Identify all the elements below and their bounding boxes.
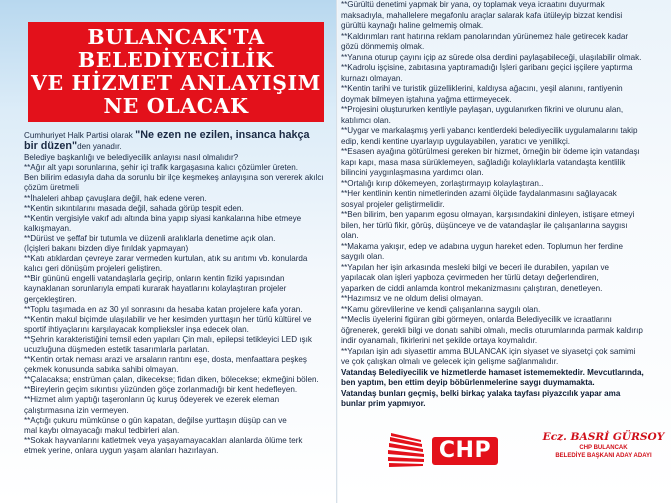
text-line: **Dürüst ve şeffaf bir tutumla ve düzenli aralıklarla denetime açık olan. — [24, 233, 276, 243]
text-line: **Kamu görevlilerine ve kendi çalışanlarına saygılı olan. — [341, 304, 541, 314]
text-line: **Sokak hayvanlarını katletmek veya yaşayamayacakları alanlarda ölüme terk — [24, 435, 303, 445]
text-line: gözü dönmemiş olmak. — [341, 42, 425, 51]
text-line: ucuzluğuna düşmeden estetik tasarımlarla parlatan. — [24, 344, 210, 354]
text-line: sosyal projeler geliştirmelidir. — [341, 199, 445, 209]
title-line: NE OLACAK — [103, 94, 249, 118]
text-line: olan. — [341, 231, 359, 240]
closing-paragraph — [341, 368, 671, 410]
text-line: **Meclis üyelerini figüran gibi görmeyen, onlarda Belediyecilik ve icraatlarını — [341, 315, 612, 324]
closing-line: bunlar prim yapmıyor. — [341, 399, 426, 408]
title-line: BELEDİYECİLİK — [77, 48, 275, 72]
text-line: **Kentin makul biçimde ulaşılabilir ve her kesimden yurttaşın her türlü kültürel ve — [24, 314, 312, 324]
text-line: çözüm üretmeli — [24, 183, 79, 193]
text-line: **Kentin sıkıntılarını masada değil, sahada görüp tespit eden. — [24, 203, 244, 213]
closing-line: ben yaptım, ben ettim deyip böbürlenmelerine saygı duymamakta. — [341, 378, 595, 387]
text-line: çalıştırmasına izin vermeyen. — [24, 405, 129, 415]
text-line: Belediye başkanlığı ve belediyecilik anlayısı nasıl olmalıdır? — [24, 153, 239, 163]
text-line: gerçekleştiren. — [24, 294, 77, 304]
text-line: **Yapılan işin adı siyasettir amma BULANCAK için siyaset ve siyasetçi çok samimi — [341, 346, 636, 356]
six-arrows-icon — [388, 431, 428, 469]
text-line: çekmek konusunda sabıka sahibi olmayan. — [24, 365, 179, 375]
text-line: **Bir gününü engelli vatandaşlarla geçirip, onların kentin fiziki yapısından — [24, 274, 285, 284]
text-line: **Projesini oluştururken kentliyle paylaşan, uygulanırken fikrini ve olurunu alan, — [341, 105, 624, 114]
page-fold — [336, 0, 338, 503]
text-line: **Yanına oturup çayını içip az sürede olsa derdini paylaşabileceği, ulaşılabilir olmak. — [341, 52, 642, 62]
text-line: **Bireylerin geçim sıkıntısı yüzünden göçe zorlanmadığı bir kent hedefleyen. — [24, 385, 298, 395]
text-line: **Katı atıklardan çevreye zarar vermeden kurtulan, atık su arıtımı vb. konularda — [24, 254, 308, 264]
text-line: **Çalacaksa; enstrüman çalan, dikecekse; fidan diken, bölecekse; ekmeğini bölen. — [24, 375, 319, 385]
text-line: **Toplu taşımada en az 30 yıl sonrasını da hesaba katan projelere kafa yoran. — [24, 304, 303, 314]
text-line: gürültü kaynağı haline gelmemiş olmak. — [341, 21, 484, 30]
text-line: **Şehrin karakteristiğini temsil eden yapıları Çin malı, epilepsi tetikleyici LED ışık — [24, 334, 312, 344]
intro-suffix: den yanadır. — [77, 142, 122, 152]
intro-slogan-end: bir düzen" — [24, 140, 78, 153]
text-line: **Uygar ve markalaşmış yerli yabancı kentlerdeki belediyecilik uygulamalarını takip — [341, 126, 638, 135]
text-line: yapılacak olan işleri yapboza çevirmeden her türlü detayı değerlendiren, — [341, 273, 599, 282]
text-line: **Kentin vergisiyle vakıf adı altında bina yapıp siyasi kankalarına hibe etmeye — [24, 213, 302, 223]
chp-logo — [388, 431, 500, 469]
text-line: etmek yerine, onlara uygun yaşam alanları hazırlayan. — [24, 445, 219, 455]
text-line: **Ortalığı kırıp dökemeyen, zorlaştırmayıp kolaylaştıran.. — [341, 178, 544, 188]
chp-wordmark: CHP — [432, 437, 498, 465]
text-line: yaparken de ciddi anlamda kontrol mekanizmasını çalıştıran, denetleyen. — [341, 283, 603, 293]
text-line: bilen, her türlü fikir, görüş, düşünceye ve de vatandaşlar ile çalışanlarına saygısı — [341, 220, 628, 230]
text-line: **Esasen ayağına götürülmesi gereken bir hizmet, örneğin bir ödeme için vatandaşı — [341, 147, 640, 156]
text-line: ve çok çalışkan olmalı ve gelecek için gelişme sağlanmalıdır. — [341, 357, 559, 366]
text-line: doymak bilmeyen iştahına yağma ettirmeyecek. — [341, 94, 512, 104]
text-line: **Kentin ortak neması arazi ve arsaların rantını eşe, dosta, menfaattara peşkeş — [24, 355, 307, 365]
text-line: Ben bilirim edasıyla daha da sorunlu bir ilçe keşmekeş anlayışına son vererek akılcı — [24, 173, 324, 183]
text-line: mal kaybı olmayacağı makul tedbirleri alan. — [24, 425, 180, 435]
title-line: BULANCAK'TA — [87, 25, 265, 49]
signature-name: Ecz. BASRİ GÜRSOY — [542, 431, 665, 443]
text-line: kalıcı geri dönüşüm projeleri geliştiren. — [24, 264, 163, 274]
text-line: **Her kentlinin kentin nimetlerinden azami ölçüde faydalanmasını sağlayacak — [341, 189, 617, 198]
text-line: kalkışmayan. — [24, 223, 72, 233]
text-line: **Açtığı çukuru mümkünse o gün kapatan, değilse yurttaşın düşüp can ve — [24, 415, 287, 425]
left-lines — [24, 153, 330, 456]
intro-slogan: "Ne ezen ne ezilen, insanca hakça — [135, 129, 310, 141]
intro-prefix: Cumhuriyet Halk Partisi olarak — [24, 131, 136, 140]
text-line: **Kentin tarihi ve turistik güzelliklerini, kaldıysa ağacını, yeşil alanını, rantiyenin — [341, 84, 623, 93]
signature-role: CHP BULANCAK — [579, 445, 628, 451]
text-line: **Hazımsız ve ne oldum delisi olmayan. — [341, 294, 484, 303]
text-line: edip, kendi kentine uyarlayıp uygulayabilen, yaratıcı ve yenilikçi. — [341, 136, 571, 146]
right-column-text — [341, 0, 671, 410]
title-banner — [28, 22, 324, 122]
text-line: maksadıyla, mahallelere megafonlu araçlar salarak kafa ütüleyip bizzat kendisi — [341, 10, 623, 20]
text-line: öğrenerek, gerekli bilgi ve donatı sahibi olmalı, meclis oturumlarında parmak kaldırıp — [341, 325, 643, 335]
signature-role: BELEDİYE BAŞKANI ADAY ADAYI — [555, 453, 652, 459]
text-line: **Ağır alt yapı sorunlarına, şehir içi trafik kargaşasına kalıcı çözümler üreten. — [24, 163, 298, 173]
text-line: bilincini yaygınlaşmasına yardımcı olan. — [341, 168, 484, 177]
closing-line: Vatandaş Belediyecilik ve hizmetlerde hamaset istememektedir. Mevcutlarında, — [341, 367, 644, 377]
text-line: indir oyanamalı, fikirlerini net şekilde ortaya koymalıdır. — [341, 336, 538, 345]
signature-block — [541, 431, 666, 460]
text-line: katılımcı olan. — [341, 115, 391, 125]
text-line: **Hizmet alım yaptığı taşeronların üç kuruş ödeyerek ve ezerek eleman — [24, 395, 280, 405]
intro-paragraph-end — [24, 141, 330, 152]
text-line: kaynaklanan sorunlarıyla empati kurarak hayatlarını kolaylaştıran projeler — [24, 284, 287, 294]
text-line: sportif ihtiyaçlarını karşılayacak komplieksler inşa edecek olan. — [24, 324, 249, 334]
text-line: **Ben bilirim, ben yaparım egosu olmayan, karşısındakini dinleyen, istişare etmeyi — [341, 210, 635, 219]
text-line: **Gürültü denetimi yapmak bir yana, oy toplamak veya icraatını duyurmak — [341, 0, 605, 9]
text-line: kurnazı olmayan. — [341, 73, 403, 83]
text-line: **Makama yakışır, edep ve adabına uygun hareket eden. Toplumun her ferdine — [341, 241, 623, 251]
text-line: saygılı olan. — [341, 252, 385, 261]
right-lines — [341, 0, 671, 368]
title-line: VE HİZMET ANLAYIŞIM — [31, 71, 321, 95]
text-line: **Kadrolu işçisine, zabıtasına yaptıramadığı İşleri garibanı geçici işçilere yaptırma — [341, 63, 633, 72]
text-line: **Yapılan her işin arkasında mesleki bilgi ve beceri ile durabilen, yapılan ve — [341, 262, 609, 272]
text-line: **Kaldırımları rant hatırına reklam panolarından yürünemez hale getirecek kadar — [341, 31, 629, 41]
closing-line: Vatandaş bunları geçmiş, belki birkaç yalaka tayfası piyazcılık yapar ama — [341, 388, 621, 398]
text-line: kapı kapı, masa masa sürüklemeyen, sağladığı kolaylıklarla vatandaşta kentlilik — [341, 157, 626, 167]
text-line: **İhaleleri ahbap çavuşlara değil, hak edene veren. — [24, 193, 207, 203]
text-line: (İçişleri bakanı bizden diye fırıldak yapmayan) — [24, 244, 189, 254]
left-column-text — [24, 130, 330, 456]
